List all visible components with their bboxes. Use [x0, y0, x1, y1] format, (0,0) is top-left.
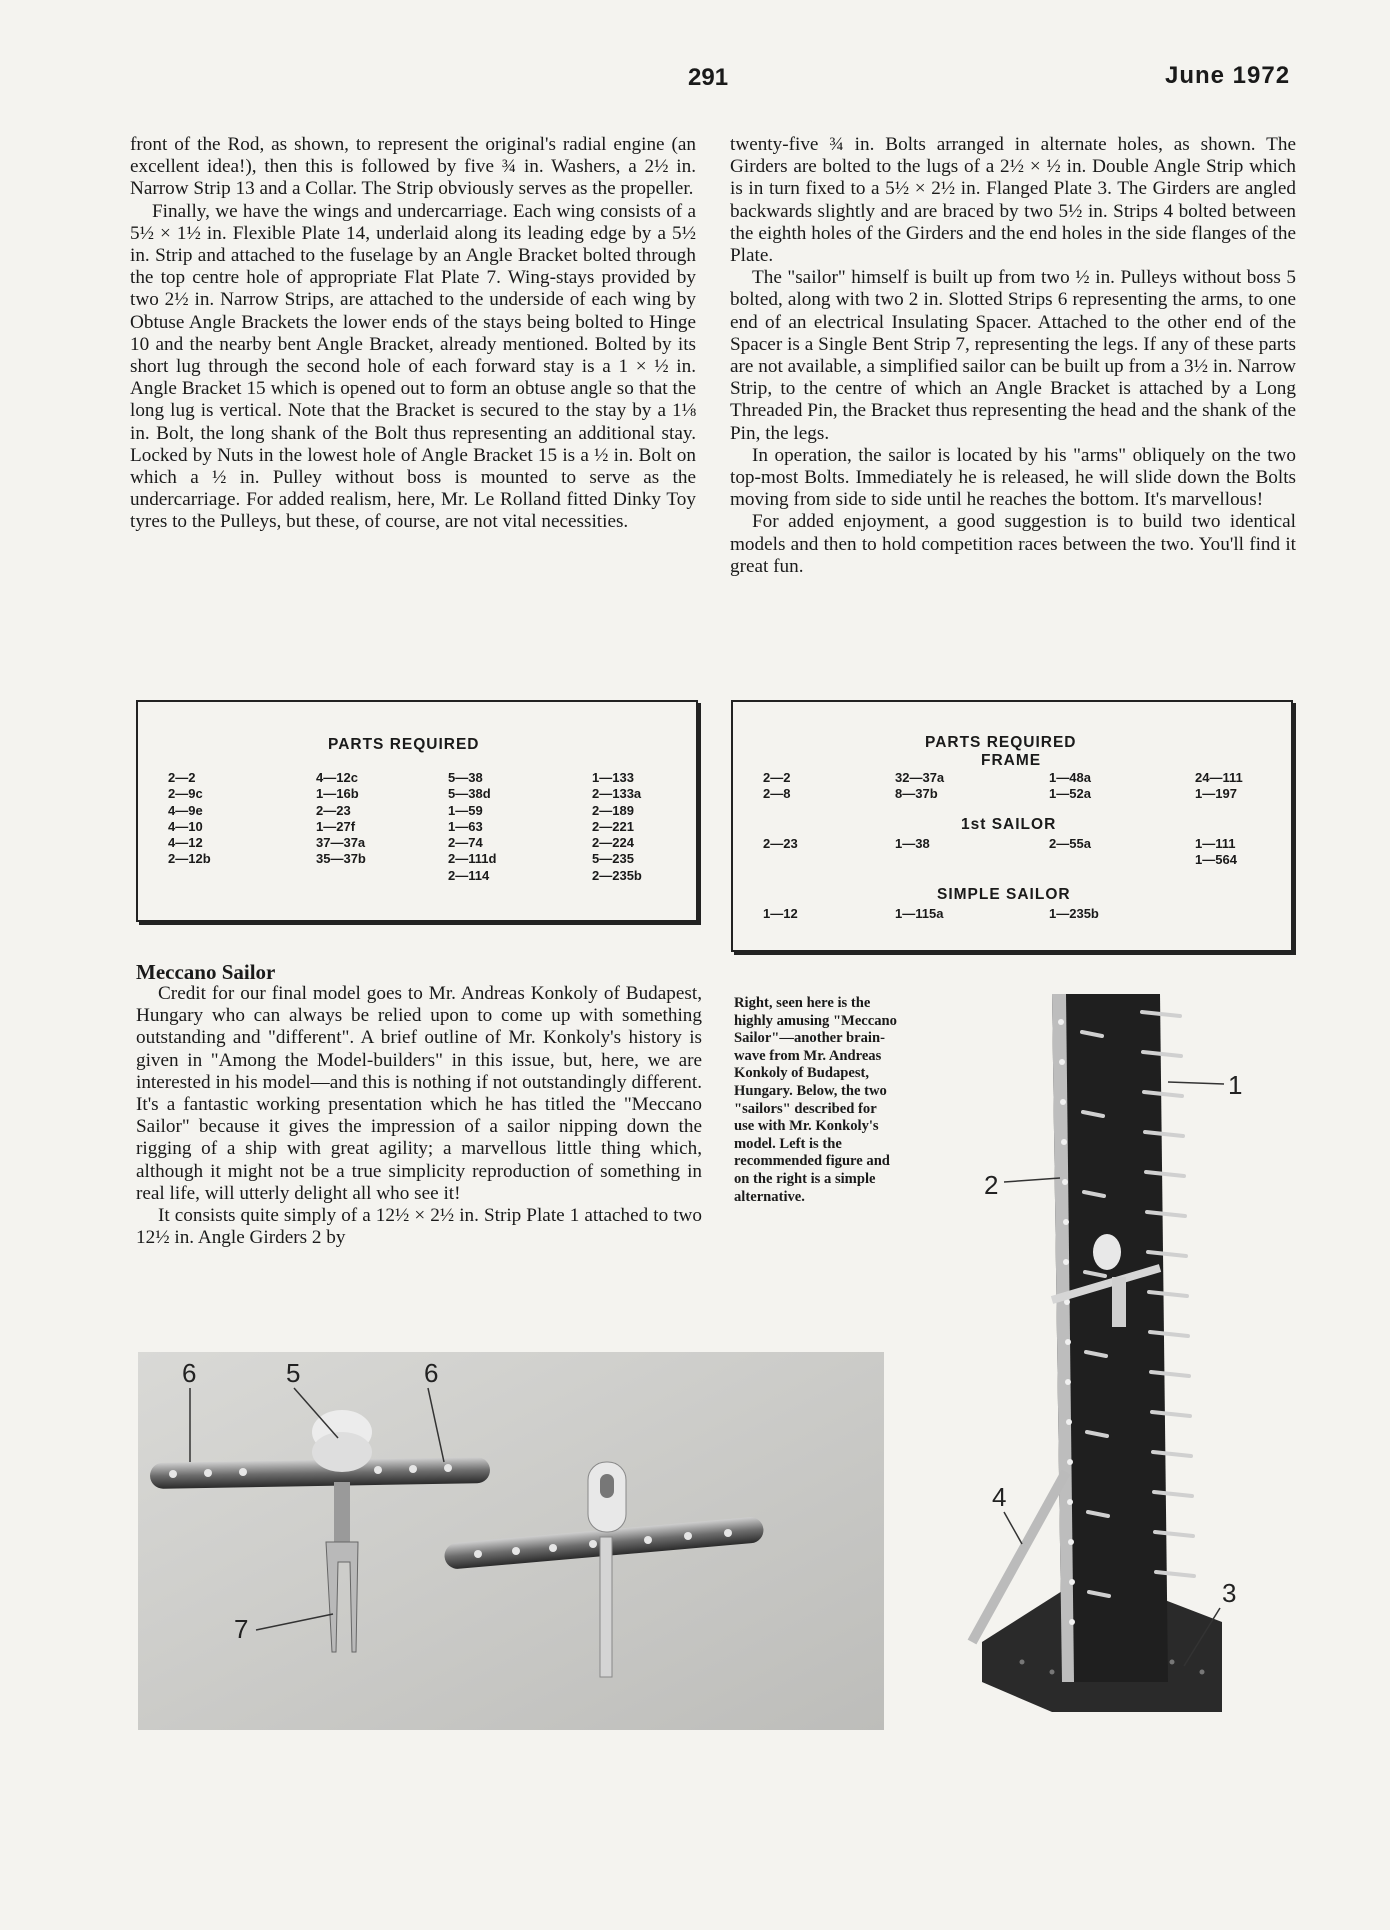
meccano-sailor-section [136, 961, 702, 1249]
right-paragraph: The "sailor" himself is built up from two ½ in. Pulleys without boss 5 bolted, along with two 2 in. Slotted Strips 6 representing the arms, to one end of an electrical Insulating Spacer. Attached to the other end of the Spacer is a Single Bent Strip 7, representing the legs. If any of these parts are not available, a simplified sailor can be built up from a 3½ in. Narrow Strip, to the centre of which an Angle Bracket is attached by a Long Threaded Pin, the Bracket thus representing the head and the shank of the Pin, the legs. [730, 267, 1296, 444]
right-column [730, 134, 1296, 578]
frame-photo [932, 982, 1254, 1736]
parts-column: 5—38 5—38d 1—59 1—63 2—74 2—111d 2—114 [448, 770, 497, 883]
section-heading: Meccano Sailor [136, 960, 276, 984]
simple-column: 1—12 [763, 906, 798, 921]
frame-column: 32—37a 8—37b [895, 770, 945, 802]
left-column [130, 134, 696, 534]
sailor1-title: 1st SAILOR [961, 816, 1057, 833]
simple-column: 1—115a [895, 906, 944, 921]
right-paragraph: In operation, the sailor is located by his "arms" obliquely on the two top-most Bolts. Immediately he is released, he will slide down the Bolts moving from side to side until he reaches the bottom. It's marvellous! [730, 444, 1296, 511]
frame-column: 24—111 1—197 [1195, 770, 1243, 802]
issue-date: June 1972 [1165, 62, 1291, 89]
parts-required-box-left [136, 700, 698, 922]
label-2: 2 [984, 1170, 999, 1200]
sailor1-column: 2—55a [1049, 836, 1091, 851]
label-6b: 6 [424, 1358, 439, 1388]
parts-required-box-right [731, 700, 1293, 952]
section-paragraph: Credit for our final model goes to Mr. Andreas Konkoly of Budapest, Hungary who can always be relied upon to come up with something outstanding and "different". A brief outline of Mr. Konkoly's history is given in "Among the Model-builders" in this issue, but, here, we are interested in his model—and this is nothing if not outstandingly different. It's a fantastic working presentation which he has titled the "Meccano Sailor" because it gives the impression of a sailor nipping down the rigging of a ship with great agility; a marvellous little thing which, although it might not be a true simplicity reproduction of something in real life, will utterly delight all who see it! [136, 983, 702, 1204]
sailor1-column: 1—111 1—564 [1195, 836, 1237, 868]
parts-title: PARTS REQUIRED [925, 734, 1077, 751]
label-7: 7 [234, 1614, 249, 1644]
left-paragraph: Finally, we have the wings and undercarriage. Each wing consists of a 5½ × 1½ in. Flexible Plate 14, underlaid along its leading edge by a 5½ in. Strip and attached to the fuselage by an Angle Bracket bolted through the top centre hole of appropriate Flat Plate 7. Wing-stays provided by two 2½ in. Narrow Strips, are attached to the underside of each wing by Obtuse Angle Brackets the lower ends of the stays being bolted to Hinge 10 and the nearby bent Angle Bracket, already mentioned. Bolted by its short lug through the second hole of each forward stay is a 1 × ½ in. Angle Bracket 15 which is opened out to form an obtuse angle so that the long lug is vertical. Note that the Bracket is secured to the stay by a 1⅛ in. Bolt, the long shank of the Bolt thus representing an additional stay. Locked by Nuts in the lowest hole of Angle Bracket 15 is a ½ in. Bolt on which a ½ in. Pulley without boss is mounted to serve as the undercarriage. For added realism, here, Mr. Le Rolland fitted Dinky Toy tyres to the Pulleys, but these, of course, are not vital necessities. [130, 200, 696, 533]
frame-column: 1—48a 1—52a [1049, 770, 1091, 802]
right-paragraph: twenty-five ¾ in. Bolts arranged in alternate holes, as shown. The Girders are bolted to the lugs of a 2½ × ½ in. Double Angle Strip which is in turn fixed to a 5½ × 2½ in. Flanged Plate 3. The Girders are angled backwards slightly and are braced by two 5½ in. Strips 4 bolted between the eighth holes of the Girders and the end holes in the side flanges of the Plate. [730, 134, 1296, 267]
label-5: 5 [286, 1358, 301, 1388]
sailor1-column: 1—38 [895, 836, 930, 851]
simple-sailor-title: SIMPLE SAILOR [937, 886, 1071, 903]
frame-column: 2—2 2—8 [763, 770, 791, 802]
frame-title: FRAME [981, 752, 1042, 769]
parts-title: PARTS REQUIRED [328, 736, 480, 753]
section-paragraph: It consists quite simply of a 12½ × 2½ in. Strip Plate 1 attached to two 12½ in. Angle Girders 2 by [136, 1205, 702, 1249]
page-number: 291 [688, 64, 729, 91]
sailors-photo [138, 1352, 884, 1730]
parts-column: 2—2 2—9c 4—9e 4—10 4—12 2—12b [168, 770, 211, 867]
parts-column: 4—12c 1—16b 2—23 1—27f 37—37a 35—37b [316, 770, 366, 867]
label-4: 4 [992, 1482, 1007, 1512]
simple-column: 1—235b [1049, 906, 1099, 921]
label-6a: 6 [182, 1358, 197, 1388]
sailor1-column: 2—23 [763, 836, 798, 851]
left-paragraph: front of the Rod, as shown, to represent the original's radial engine (an excellent idea!), then this is followed by five ¾ in. Washers, a 2½ in. Narrow Strip 13 and a Collar. The Strip obviously serves as the propeller. [130, 134, 696, 200]
parts-column: 1—133 2—133a 2—189 2—221 2—224 5—235 2—235b [592, 770, 642, 883]
label-1: 1 [1228, 1070, 1243, 1100]
right-paragraph: For added enjoyment, a good suggestion is to build two identical models and then to hold competition races between the two. You'll find it great fun. [730, 511, 1296, 577]
photo-caption: Right, seen here is the highly amusing "Meccano Sailor"—another brain-wave from Mr. Andreas Konkoly of Budapest, Hungary. Below, the two "sailors" described for use with Mr. Konkoly's model. Left is the recommended figure and on the right is a simple alternative. [734, 995, 897, 1205]
label-3: 3 [1222, 1578, 1237, 1608]
